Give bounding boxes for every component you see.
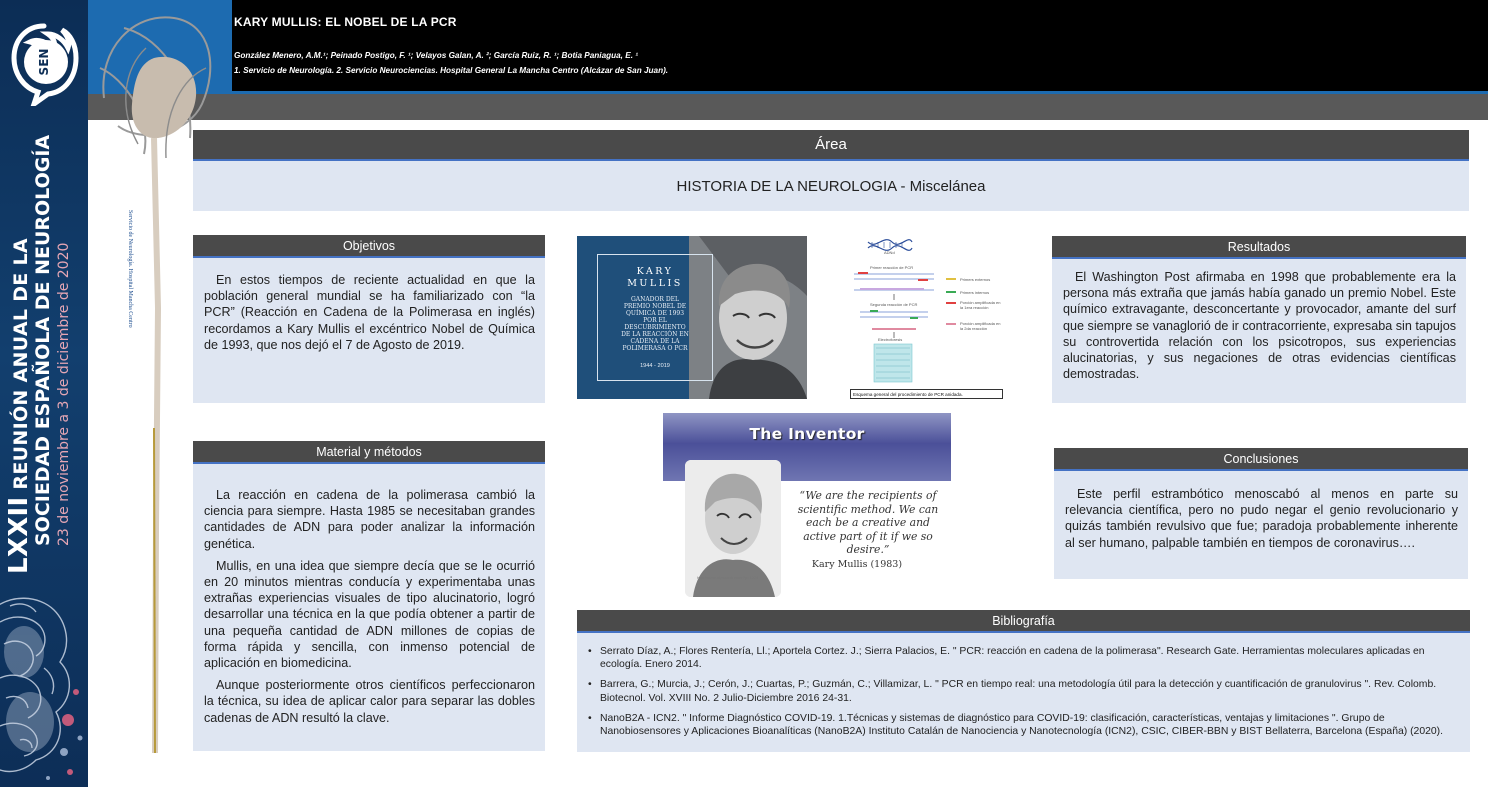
bibliografia-body (577, 633, 1470, 752)
brain-illustration (0, 592, 88, 787)
portrait-caption-line: PREMIO NOBEL DE (623, 303, 687, 310)
area-value: HISTORIA DE LA NEUROLOGIA - Miscelánea (193, 159, 1469, 211)
poster-header (232, 0, 1488, 92)
conclusiones-paragraph: Este perfil estrambótico menoscabó al menos en parte su relevancia científica, pero no pudo negar el genio revolucionario y quizás también revulsivo que fue; paradoja probablemente inherente al ser humano, palpable también en tiempos de coronavirus…. (1065, 487, 1458, 550)
material-heading: Material y métodos (193, 441, 545, 464)
resultados-paragraph: El Washington Post afirmaba en 1998 que probablemente era la persona más extraña que jamás había ganado un premio Nobel. Este químico extravagante, desconcertante y provocador, amante del surf que siempre se vanaglorió de ir contracorriente, expresaba sin tapujos su controvertida relación con los psicotropos, sus experiencias alucinatorias, y sus negaciones de otras evidencias científicas demostradas. (1063, 270, 1456, 382)
congress-banner (0, 0, 88, 787)
diagram-legend: Porción amplificada en la 2da reacción (960, 321, 1001, 331)
congress-line1: REUNIÓN ANUAL DE LA (10, 238, 32, 490)
inventor-title: The Inventor (749, 425, 865, 443)
diagram-caption: Esquema general del procedimiento de PCR anidada. (850, 389, 1003, 399)
congress-edition: LXXII (4, 496, 34, 574)
area-heading: Área (193, 130, 1469, 159)
resultados-heading: Resultados (1052, 236, 1466, 259)
diagram-legend: Primers externos (960, 277, 991, 282)
diagram-label-dna: ADNd (884, 250, 895, 255)
diagram-legend: Primers internos (960, 290, 990, 295)
resultados-body (1052, 259, 1466, 403)
inventor-quote-author: Kary Mullis (1983) (811, 559, 903, 570)
poster-affiliations: 1. Servicio de Neurología. 2. Servicio Neurociencias. Hospital General La Mancha Centro (Alcázar de San Juan). (234, 66, 669, 75)
conclusiones-body (1054, 471, 1468, 579)
bibliografia-item: • Barrera, G.; Murcia, J.; Cerón, J.; Cuartas, P.; Guzmán, C.; Villamizar, L. " PCR en tiempo real: una metodología útil para la detección y cuantificación de granulovirus ". Rev. Colomb. Biotecnol. Vol. XVIII No. 2 Julio-Diciembre 2016 24-31. (587, 678, 1462, 704)
bibliografia-item: • Serrato Díaz, A.; Flores Rentería, Ll.; Aportela Cortez. J.; Sierra Palacios, E. " PCR: reacción en cadena de la polimerasa". Research Gate. Herramientas moleculares aplicadas en ecología. Enero 2014. (587, 645, 1462, 671)
pcr-diagram-drawing (850, 236, 1003, 389)
inventor-quote-image (663, 413, 951, 597)
portrait-caption-line: DE LA REACCIÓN EN (621, 331, 689, 338)
portrait-caption-line: GANADOR DEL (630, 296, 680, 303)
bibliografia-heading: Bibliografía (577, 610, 1470, 633)
poster-authors: González Menero, A.M.¹; Peinado Postigo, F. ¹; Velayos Galan, A. ²; García Ruiz, R. ¹; Botia Paniagua, E. ¹ (234, 51, 638, 60)
objetivos-paragraph: En estos tiempos de reciente actualidad en que la población general mundial se ha familiarizado con “la PCR” (Reacción en Cadena de la Polimerasa en inglés) recordamos a Kary Mullis el excéntrico Nobel de Química de 1993, que nos dejó el 7 de Agosto de 2019. (204, 273, 535, 352)
sen-logo-text: SEN (37, 48, 51, 76)
pcr-diagram (850, 236, 1003, 399)
bibliografia-list (587, 645, 1462, 738)
mullis-portrait-card (577, 236, 807, 399)
bibliografia-item: • NanoB2A - ICN2. " Informe Diagnóstico COVID-19. 1.Técnicas y sistemas de diagnóstico para COVID-19: clasificación, características, ventajas y limitaciones ". Grupo de Nanobiosensores y Aplicaciones Bioanalíticas (NanoB2A) Instituto Catalán de Nanociencia y Nanotecnología (ICN2), CSIC, CIBER-BBN y BIST Bellaterra, Barcelona (España) (2020). (587, 712, 1462, 738)
portrait-name (597, 266, 713, 290)
diagram-label-step2: Segunda reacción de PCR (870, 302, 918, 307)
portrait-caption-line: POR EL (643, 317, 667, 324)
portrait-dates: 1944 - 2019 (640, 363, 670, 369)
header-gray-bar (88, 94, 1488, 120)
inventor-quote: “We are the recipients of scientific method. We can each be a creative and active part of it if we so desire.” (797, 489, 939, 557)
diagram-label-step1: Primer reacción de PCR (870, 265, 914, 270)
congress-line2: SOCIEDAD ESPAÑOLA DE NEUROLOGÍA (32, 134, 54, 546)
portrait-caption-line: POLIMERASA O PCR (622, 345, 688, 352)
congress-dates: 23 de noviembre a 3 de diciembre de 2020 (56, 242, 72, 546)
objetivos-body (193, 258, 545, 403)
portrait-name-first: KARY (636, 266, 674, 277)
material-paragraph: Mullis, en una idea que siempre decía que se le ocurrió en 20 minutos mientras conducía y experimentaba unas extrañas experiencias visuales de tipo alucinatorio, logró desarrollar una técnica en la que podía obtener a partir de una pequeña cantidad de ADN millones de copias de forma rápida y sencilla, con inmenso potencial de aplicación en biomedicina. (204, 558, 535, 671)
material-paragraph: La reacción en cadena de la polimerasa cambió la ciencia para siempre. Hasta 1985 se necesitaban grandes cantidades de ADN para poder analizar la información genética. (204, 488, 535, 551)
conclusiones-heading: Conclusiones (1054, 448, 1468, 471)
sen-logo (8, 22, 80, 106)
portrait-caption-line: QUÍMICA DE 1993 (625, 310, 685, 317)
portrait-name-last: MULLIS (627, 278, 683, 289)
congress-title (4, 134, 74, 574)
poster-title: KARY MULLIS: EL NOBEL DE LA PCR (234, 15, 457, 29)
material-body (193, 464, 545, 751)
portrait-caption-line: CADENA DE LA (630, 338, 680, 345)
portrait-caption-line: DESCUBRIMIENTO (624, 324, 686, 331)
inventor-photo-credit: http://www.alphasoft.com/?p=1224 (697, 575, 759, 580)
objetivos-heading: Objetivos (193, 235, 545, 258)
material-paragraph: Aunque posteriormente otros científicos perfeccionaron la técnica, su idea de aplicar calor para separar las dobles cadenas de ADN resultó la clave. (204, 678, 535, 725)
diagram-legend: Porción amplificada en la 1era reacción (960, 300, 1001, 310)
service-side-text: Servicio de Neurología. Hospital Mancha Centro (127, 210, 133, 328)
diagram-label-step3: Electroforesis (878, 337, 903, 342)
